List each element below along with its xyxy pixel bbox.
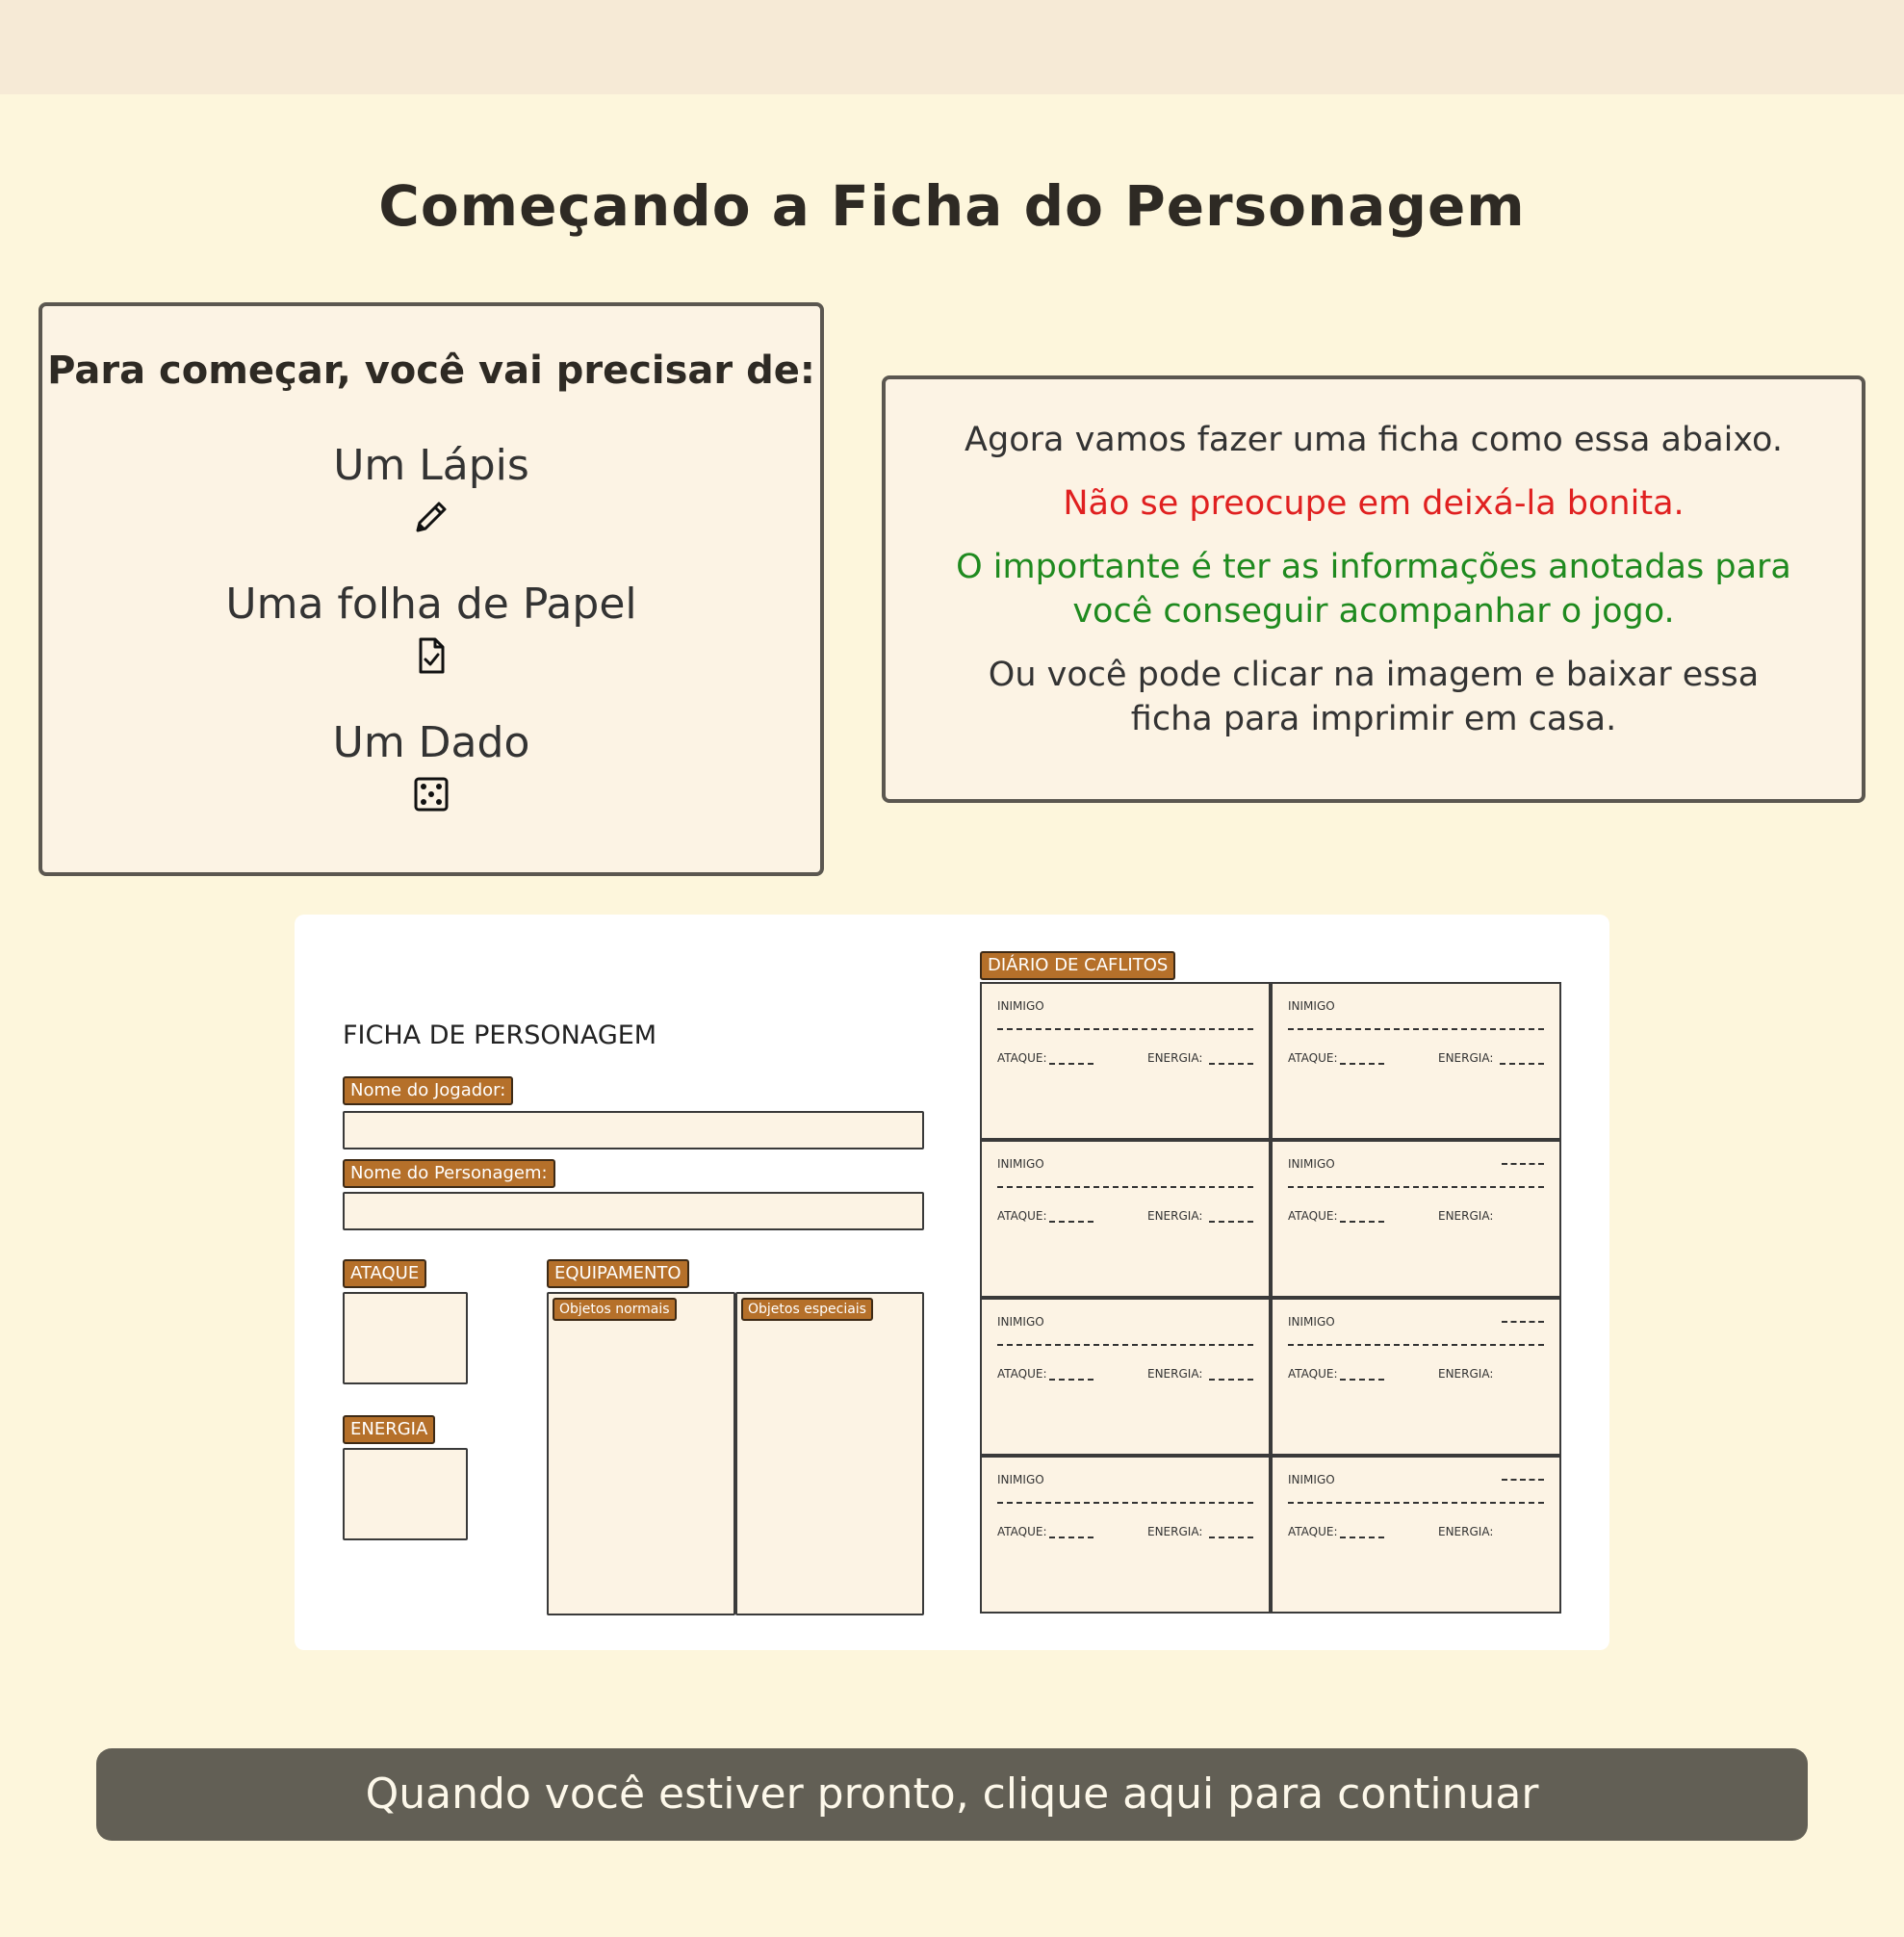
supply-item-dice — [42, 718, 820, 817]
conflict-attack-dash — [1340, 1063, 1384, 1065]
instruction-text: Agora vamos fazer uma ficha como essa abaixo. — [965, 421, 1783, 459]
conflict-entry — [980, 1456, 1271, 1614]
conflict-enemy-line — [997, 1502, 1253, 1504]
conflict-enemy-line — [997, 1344, 1253, 1346]
conflict-attack-label: ATAQUE: — [1288, 1051, 1338, 1065]
document-check-icon — [412, 636, 450, 675]
conflict-energy-label: ENERGIA: — [1438, 1051, 1494, 1065]
supplies-card — [39, 302, 824, 876]
conflict-enemy-line — [1288, 1502, 1544, 1504]
attack-box — [343, 1292, 468, 1384]
conflict-entry — [980, 1140, 1271, 1298]
conflict-attack-label: ATAQUE: — [1288, 1525, 1338, 1538]
conflict-enemy-line — [1288, 1344, 1544, 1346]
conflict-enemy-label: INIMIGO — [997, 1473, 1044, 1486]
conflict-enemy-label: INIMIGO — [1288, 1473, 1335, 1486]
conflict-entry — [1271, 1298, 1561, 1456]
character-name-box — [343, 1192, 924, 1230]
conflict-entry — [1271, 1456, 1561, 1614]
conflict-enemy-label: INIMIGO — [1288, 1315, 1335, 1329]
conflict-attack-label: ATAQUE: — [997, 1209, 1047, 1223]
conflict-attack-dash — [1049, 1537, 1094, 1538]
conflict-enemy-label: INIMIGO — [997, 1157, 1044, 1171]
energy-box — [343, 1448, 468, 1540]
special-objects-tag: Objetos especiais — [741, 1298, 873, 1321]
special-objects-box — [735, 1292, 924, 1615]
supplies-heading: Para começar, você vai precisar de: — [47, 349, 815, 393]
conflict-enemy-label: INIMIGO — [997, 999, 1044, 1013]
conflict-attack-label: ATAQUE: — [1288, 1209, 1338, 1223]
supply-item-paper — [42, 580, 820, 679]
conflict-attack-label: ATAQUE: — [997, 1367, 1047, 1381]
warning-text: Não se preocupe em deixá-la bonita. — [1063, 484, 1685, 523]
conflict-energy-label: ENERGIA: — [1147, 1051, 1203, 1065]
conflict-energy-dash — [1209, 1221, 1253, 1223]
conflict-enemy-line — [1288, 1186, 1544, 1188]
conflict-attack-dash — [1049, 1221, 1094, 1223]
conflict-enemy-line — [997, 1186, 1253, 1188]
energy-tag: ENERGIA — [343, 1415, 435, 1444]
character-name-tag: Nome do Personagem: — [343, 1159, 555, 1188]
supply-item-pencil — [42, 441, 820, 540]
conflict-attack-dash — [1049, 1379, 1094, 1381]
conflict-enemy-label: INIMIGO — [997, 1315, 1044, 1329]
conflict-energy-label: ENERGIA: — [1438, 1209, 1494, 1223]
conflict-dash — [1502, 1163, 1544, 1165]
supply-label: Um Dado — [332, 718, 530, 767]
normal-objects-tag: Objetos normais — [553, 1298, 677, 1321]
conflict-attack-dash — [1340, 1379, 1384, 1381]
conflict-attack-dash — [1340, 1537, 1384, 1538]
conflict-enemy-label: INIMIGO — [1288, 1157, 1335, 1171]
conflict-entry — [1271, 1140, 1561, 1298]
conflict-entry — [980, 1298, 1271, 1456]
page-title: Começando a Ficha do Personagem — [378, 173, 1526, 239]
sheet-title: FICHA DE PERSONAGEM — [343, 1020, 657, 1050]
conflict-energy-label: ENERGIA: — [1147, 1209, 1203, 1223]
conflict-energy-dash — [1209, 1063, 1253, 1065]
conflict-attack-dash — [1049, 1063, 1094, 1065]
supply-label: Uma folha de Papel — [225, 580, 637, 629]
conflict-attack-label: ATAQUE: — [997, 1525, 1047, 1538]
conflict-attack-label: ATAQUE: — [997, 1051, 1047, 1065]
conflict-energy-dash — [1209, 1537, 1253, 1538]
conflict-dash — [1502, 1321, 1544, 1323]
player-name-box — [343, 1111, 924, 1149]
attack-tag: ATAQUE — [343, 1259, 426, 1288]
dice-five-icon — [412, 775, 450, 814]
top-bar — [0, 0, 1904, 94]
conflict-entry — [980, 982, 1271, 1140]
conflict-diary-tag: DIÁRIO DE CAFLITOS — [980, 951, 1175, 980]
conflict-enemy-line — [1288, 1028, 1544, 1030]
conflict-enemy-label: INIMIGO — [1288, 999, 1335, 1013]
pencil-icon — [412, 498, 450, 536]
character-sheet-image[interactable] — [295, 915, 1609, 1650]
equipment-tag: EQUIPAMENTO — [547, 1259, 689, 1288]
player-name-tag: Nome do Jogador: — [343, 1076, 513, 1105]
conflict-energy-label: ENERGIA: — [1438, 1525, 1494, 1538]
conflict-attack-label: ATAQUE: — [1288, 1367, 1338, 1381]
supply-label: Um Lápis — [333, 441, 529, 490]
normal-objects-box — [547, 1292, 735, 1615]
conflict-dash — [1502, 1479, 1544, 1481]
important-text: O importante é ter as informações anotadas para você conseguir acompanhar o jogo. — [956, 548, 1791, 631]
instructions-card — [882, 375, 1865, 803]
continue-button[interactable]: Quando você estiver pronto, clique aqui para continuar — [96, 1748, 1808, 1841]
conflict-enemy-line — [997, 1028, 1253, 1030]
conflict-energy-label: ENERGIA: — [1438, 1367, 1494, 1381]
conflict-energy-label: ENERGIA: — [1147, 1367, 1203, 1381]
conflict-entry — [1271, 982, 1561, 1140]
conflict-energy-label: ENERGIA: — [1147, 1525, 1203, 1538]
conflict-energy-dash — [1209, 1379, 1253, 1381]
conflict-energy-dash — [1500, 1063, 1544, 1065]
conflict-attack-dash — [1340, 1221, 1384, 1223]
download-text: Ou você pode clicar na imagem e baixar essa ficha para imprimir em casa. — [988, 656, 1760, 738]
